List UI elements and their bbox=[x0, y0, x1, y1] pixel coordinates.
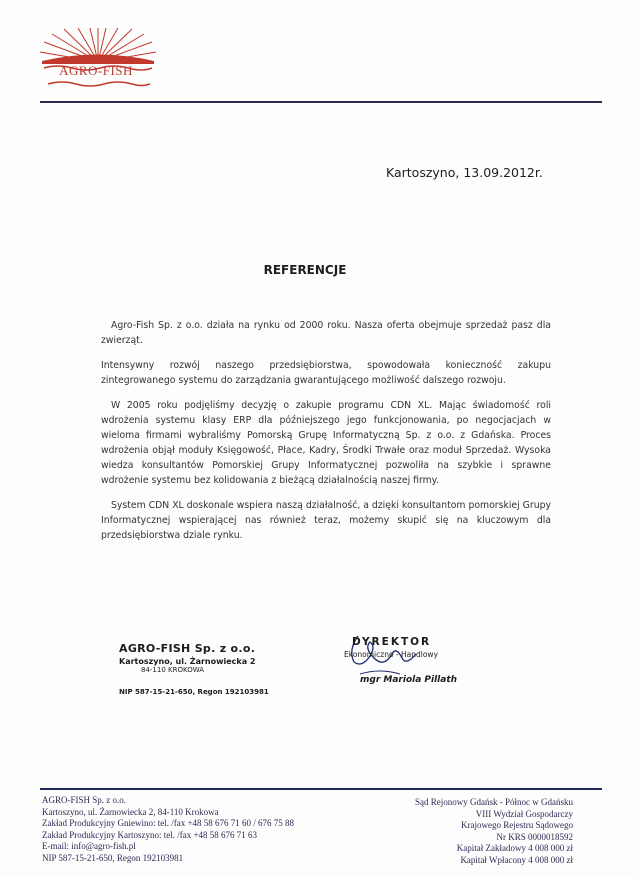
footer-right-line: Sąd Rejonowy Gdańsk - Północ w Gdańsku bbox=[415, 797, 573, 807]
paragraph-2: Intensywny rozwój naszego przedsiębiorstwa, spowodowała konieczność zakupu zintegrowanego systemu do zarządzania gwarantującego możliwość dalszego rozwoju. bbox=[101, 360, 551, 386]
footer-left-line: Zakład Produkcyjny Gniewino: tel. /fax +48 58 676 71 60 / 676 75 88 bbox=[42, 818, 295, 829]
paragraph-1: Agro-Fish Sp. z o.o. działa na rynku od 2000 roku. Nasza oferta obejmuje sprzedaż pasz dla zwierząt. bbox=[101, 320, 551, 346]
stamp-company-nip: NIP 587-15-21-650, Regon 192103981 bbox=[119, 688, 269, 696]
stamp-company-address-2: 84-110 KROKOWA bbox=[141, 666, 205, 674]
footer-registry-info bbox=[360, 797, 573, 867]
footer-right-line: Kapitał Zakładowy 4 008 000 zł bbox=[456, 843, 573, 854]
stamp-director-role: DYREKTOR bbox=[352, 636, 432, 648]
agro-fish-logo-icon bbox=[38, 28, 158, 88]
paragraph-4: System CDN XL doskonale wspiera naszą działalność, a dzięki konsultantom pomorskiej Grupy Informatycznej wspierającej nas również teraz, możemy skupić się na kluczowym dla przedsiębiorstwa dziale rynku. bbox=[101, 500, 551, 541]
paragraph-3: W 2005 roku podjęliśmy decyzję o zakupie programu CDN XL. Mając świadomość roli wdrożenia systemu klasy ERP dla późniejszego jego funkcjonowania, po negocjacjach w wieloma firmami wybraliśmy Pomorską Grupę Informatyczną Sp. z o.o. z Gdańska. Proces wdrożenia objął moduły Księgowość, Płace, Kadry, Środki Trwałe oraz moduł Sprzedaż. Wysoka wiedza konsultantów Pomorskiej Grupy Informatycznej pozwoliła na szybkie i sprawne wdrożenie systemu bez kolidowania z bieżącą działalnością naszej firmy. bbox=[101, 400, 551, 486]
logo-text: AGRO-FISH bbox=[59, 63, 133, 78]
footer-left-line: E-mail: info@agro-fish.pl bbox=[42, 841, 136, 852]
footer-left-line: AGRO-FISH Sp. z o.o. bbox=[42, 795, 127, 805]
letter-body bbox=[101, 318, 551, 553]
footer-right-line: VIII Wydział Gospodarczy bbox=[475, 808, 573, 819]
footer-right-line: Nr KRS 0000018592 bbox=[496, 831, 573, 842]
footer-company-info bbox=[42, 795, 294, 865]
footer-divider bbox=[40, 788, 602, 790]
footer-left-line: Zakład Produkcyjny Kartoszyno: tel. /fax +48 58 676 71 63 bbox=[42, 829, 258, 840]
footer-right-line: Krajowego Rejestru Sądowego bbox=[461, 820, 573, 831]
letter-date: Kartoszyno, 13.09.2012r. bbox=[386, 165, 543, 180]
footer-left-line: NIP 587-15-21-650, Regon 192103981 bbox=[42, 852, 184, 863]
stamp-company-address: Kartoszyno, ul. Żarnowiecka 2 bbox=[119, 657, 256, 666]
stamp-director-dept: Ekonomiczno - Handlowy bbox=[344, 650, 439, 659]
stamp-company-name: AGRO-FISH Sp. z o.o. bbox=[119, 642, 256, 655]
footer-left-line: Kartoszyno, ul. Żarnowiecka 2, 84-110 Krokowa bbox=[42, 806, 219, 817]
company-stamp bbox=[119, 642, 309, 696]
header-divider bbox=[40, 101, 602, 103]
letter-title: REFERENCJE bbox=[263, 263, 347, 277]
stamp-director-signer: mgr Mariola Pillath bbox=[360, 675, 458, 685]
director-stamp bbox=[338, 636, 478, 685]
footer-right-line: Kapitał Wpłacony 4 008 000 zł bbox=[460, 854, 573, 865]
